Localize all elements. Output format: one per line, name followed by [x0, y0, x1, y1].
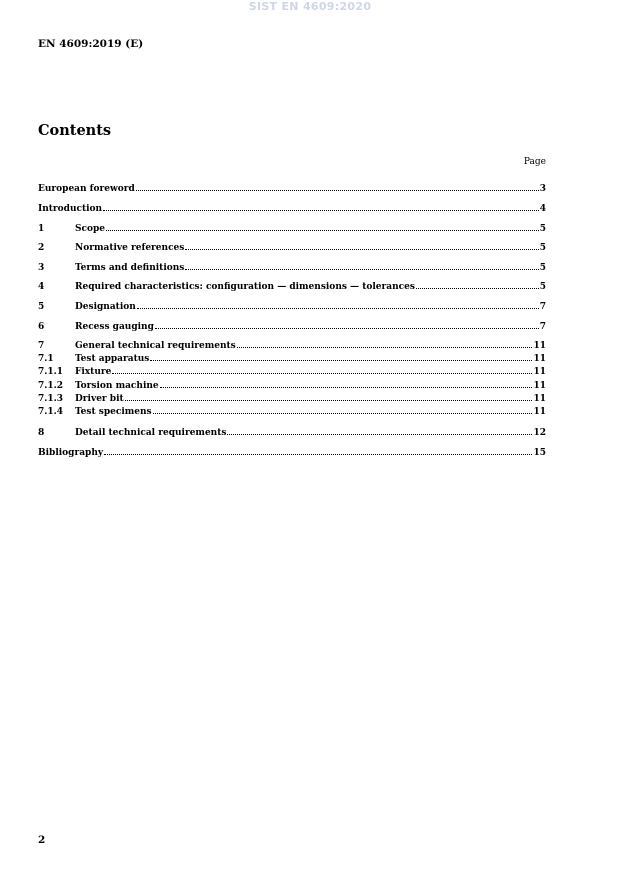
toc-entry[interactable] [38, 380, 546, 392]
toc-entry-title: Required characteristics: configuration — dimensions — tolerances [75, 282, 415, 292]
toc-entry-title: Driver bit [75, 394, 124, 404]
toc-entry-page: 12 [533, 428, 546, 438]
toc-entry-title: Bibliography [38, 448, 104, 458]
document-id-header: EN 4609:2019 (E) [38, 38, 144, 50]
toc-dot-leader [136, 183, 539, 191]
toc-entry-title: General technical requirements [75, 341, 236, 351]
contents-heading: Contents [38, 122, 112, 139]
toc-entry-number: 1 [38, 224, 45, 234]
toc-entry[interactable] [38, 393, 546, 405]
toc-entry-title: Designation [75, 302, 136, 312]
toc-entry-title: European foreword [38, 184, 135, 194]
toc-entry[interactable] [38, 203, 546, 215]
toc-entry-number: 4 [38, 282, 45, 292]
toc-dot-leader [150, 353, 532, 361]
toc-dot-leader [416, 281, 539, 289]
toc-entry[interactable] [38, 281, 546, 293]
toc-entry-title: Normative references [75, 243, 185, 253]
toc-entry[interactable] [38, 321, 546, 333]
toc-dot-leader [185, 262, 538, 270]
toc-dot-leader [104, 447, 532, 455]
toc-entry-page: 5 [539, 282, 546, 292]
page-column-label: Page [523, 157, 546, 167]
toc-entry-page: 15 [533, 448, 546, 458]
toc-entry[interactable] [38, 262, 546, 274]
toc-entry-number: 8 [38, 428, 45, 438]
toc-dot-leader [153, 406, 533, 414]
toc-dot-leader [137, 301, 539, 309]
toc-entry-number: 7.1.4 [38, 407, 64, 417]
watermark: SIST EN 4609:2020 [248, 0, 372, 13]
toc-entry[interactable] [38, 427, 546, 439]
toc-entry-page: 7 [539, 302, 546, 312]
toc-entry-page: 4 [539, 204, 546, 214]
toc-entry-number: 5 [38, 302, 45, 312]
toc-entry-number: 3 [38, 263, 45, 273]
toc-entry-number: 7.1.3 [38, 394, 64, 404]
toc-dot-leader [125, 393, 533, 401]
toc-entry-number: 7 [38, 341, 45, 351]
toc-entry-title: Terms and definitions [75, 263, 185, 273]
toc-entry-page: 11 [533, 341, 546, 351]
toc-entry-title: Recess gauging [75, 322, 154, 332]
toc-entry[interactable] [38, 366, 546, 378]
toc-dot-leader [185, 242, 538, 250]
toc-dot-leader [106, 223, 539, 231]
toc-entry-title: Torsion machine [75, 381, 159, 391]
toc-entry-page: 11 [533, 354, 546, 364]
toc-entry-page: 11 [533, 367, 546, 377]
toc-dot-leader [227, 427, 532, 435]
toc-entry-page: 11 [533, 407, 546, 417]
toc-entry[interactable] [38, 406, 546, 418]
toc-entry[interactable] [38, 301, 546, 313]
toc-entry-title: Scope [75, 224, 106, 234]
toc-entry-page: 5 [539, 263, 546, 273]
toc-entry-number: 7.1.1 [38, 367, 64, 377]
toc-entry-page: 5 [539, 243, 546, 253]
toc-entry-page: 11 [533, 394, 546, 404]
toc-entry-number: 6 [38, 322, 45, 332]
toc-entry-title: Introduction [38, 204, 103, 214]
toc-entry-page: 11 [533, 381, 546, 391]
toc-entry-title: Fixture [75, 367, 112, 377]
toc-entry[interactable] [38, 242, 546, 254]
toc-dot-leader [155, 321, 539, 329]
footer-page-number: 2 [38, 834, 46, 846]
toc-entry-title: Test apparatus [75, 354, 150, 364]
toc-dot-leader [160, 380, 533, 388]
toc-entry[interactable] [38, 223, 546, 235]
toc-dot-leader [103, 203, 539, 211]
toc-entry[interactable] [38, 183, 546, 195]
toc-entry-page: 7 [539, 322, 546, 332]
toc-entry[interactable] [38, 447, 546, 459]
toc-entry[interactable] [38, 340, 546, 352]
toc-entry-number: 7.1.2 [38, 381, 64, 391]
toc-entry-page: 5 [539, 224, 546, 234]
toc-entry[interactable] [38, 353, 546, 365]
toc-entry-page: 3 [539, 184, 546, 194]
toc-entry-number: 2 [38, 243, 45, 253]
toc-entry-title: Detail technical requirements [75, 428, 227, 438]
toc-dot-leader [112, 366, 532, 374]
toc-dot-leader [237, 340, 533, 348]
toc-entry-title: Test specimens [75, 407, 152, 417]
toc-entry-number: 7.1 [38, 354, 54, 364]
